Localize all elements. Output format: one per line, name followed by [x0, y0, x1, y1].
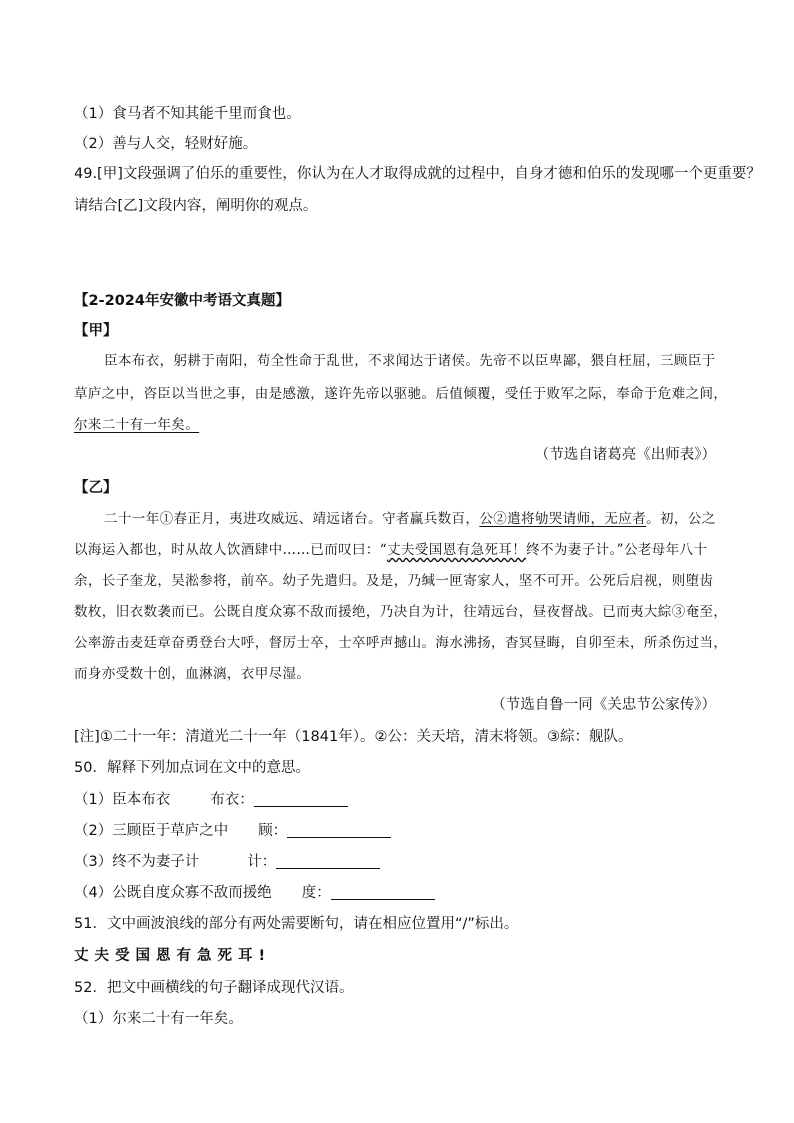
yi-line-6: 而身亦受数十创，血淋漓，衣甲尽湿。	[74, 666, 311, 682]
q50-item-3-label: 计：	[247, 854, 277, 870]
q50-item-2	[74, 820, 391, 842]
q50-stem: 50．解释下列加点词在文中的意思。	[74, 760, 310, 776]
yi-line-1-a: 二十一年①春正月，夷进攻威远、靖远诸台。守者赢兵数百，	[104, 511, 480, 527]
q48-item-2: （2）善与人交，轻财好施。	[74, 136, 258, 152]
yi-line-3: 余，长子奎龙，吴淞参将，前卒。幼子先遣归。及是，乃缄一匣寄家人，坚不可开。公死后启视，则堕齿	[74, 573, 714, 589]
annotation-note: [注]①二十一年：清道光二十一年（1841年）。②公：关天培，清末将领。③綜：舰队。	[74, 729, 633, 745]
jia-line-3-underlined: 尔来二十有一年矣。	[74, 417, 200, 433]
yi-line-1-c: 。初，公之	[646, 511, 716, 527]
yi-line-2-a: 以海运入都也，时从故人饮酒肆中……已而叹曰：“	[74, 542, 388, 558]
q50-item-2-text: （2）三顾臣于草庐之中	[74, 823, 229, 839]
q50-item-1	[74, 789, 348, 811]
answer-blank-2[interactable]	[287, 821, 391, 838]
yi-line-2	[74, 539, 707, 561]
jia-line-2: 草庐之中，咨臣以当世之事，由是感激，遂许先帝以驱驰。后值倾覆，受任于败军之际，奉命于危难之间，	[74, 386, 728, 402]
q50-item-2-label: 顾：	[258, 823, 288, 839]
jia-label: 【甲】	[74, 323, 118, 339]
q49-line-2: 请结合[乙]文段内容，阐明你的观点。	[74, 198, 318, 214]
answer-blank-1[interactable]	[254, 790, 348, 807]
q52-item-1: （1）尔来二十有一年矣。	[74, 1011, 243, 1027]
yi-line-1-underlined: 公②遣将劬哭请师，无应者	[479, 511, 647, 527]
yi-source: （节选自鲁一同《关忠节公家传》）	[491, 697, 716, 713]
yi-line-1	[104, 508, 716, 530]
jia-source: （节选自诸葛亮《出师表》）	[534, 447, 716, 463]
yi-line-4: 数枚，旧衣数袭而已。公既自度众寡不敌而援绝，乃决自为计，往靖远台，昼夜督战。已而夷大綜③奄至，	[74, 604, 728, 620]
q50-item-3	[74, 851, 380, 873]
jia-line-1: 臣本布衣，躬耕于南阳，苟全性命于乱世，不求闻达于诸侯。先帝不以臣卑鄙，猥自枉屈，三顾臣于	[104, 353, 716, 369]
yi-line-5: 公率游击麦廷章奋勇登台大呼，督厉士卒，士卒呼声撼山。海水沸扬，杳冥昼晦，自卯至未，所杀伤过当，	[74, 635, 728, 651]
q50-item-4-label: 度：	[301, 885, 331, 901]
section-title: 【2-2024年安徽中考语文真题】	[74, 293, 290, 309]
q50-item-3-text: （3）终不为妻子计	[74, 854, 200, 870]
q52-stem: 52．把文中画横线的句子翻译成现代汉语。	[74, 980, 354, 996]
q50-item-1-text: （1）臣本布衣	[74, 792, 171, 808]
q51-sentence: 丈夫受国恩有急死耳!	[74, 948, 272, 964]
q49-line-1: 49.[甲]文段强调了伯乐的重要性，你认为在人才取得成就的过程中，自身才德和伯乐的发现哪一个更重要？	[74, 166, 761, 182]
yi-label: 【乙】	[74, 480, 118, 496]
yi-line-2-c: 终不为妻子计。”公老母年八十	[526, 542, 708, 558]
q50-item-4	[74, 882, 435, 904]
q51-stem: 51．文中画波浪线的部分有两处需要断句，请在相应位置用“/”标出。	[74, 916, 519, 932]
q50-item-1-label: 布衣：	[210, 792, 254, 808]
yi-line-2-wavy: 丈夫受国恩有急死耳！	[387, 542, 527, 558]
answer-blank-4[interactable]	[331, 883, 435, 900]
q48-item-1: （1）食马者不知其能千里而食也。	[74, 106, 301, 122]
q50-item-4-text: （4）公既自度众寡不敌而援绝	[74, 885, 272, 901]
answer-blank-3[interactable]	[276, 852, 380, 869]
